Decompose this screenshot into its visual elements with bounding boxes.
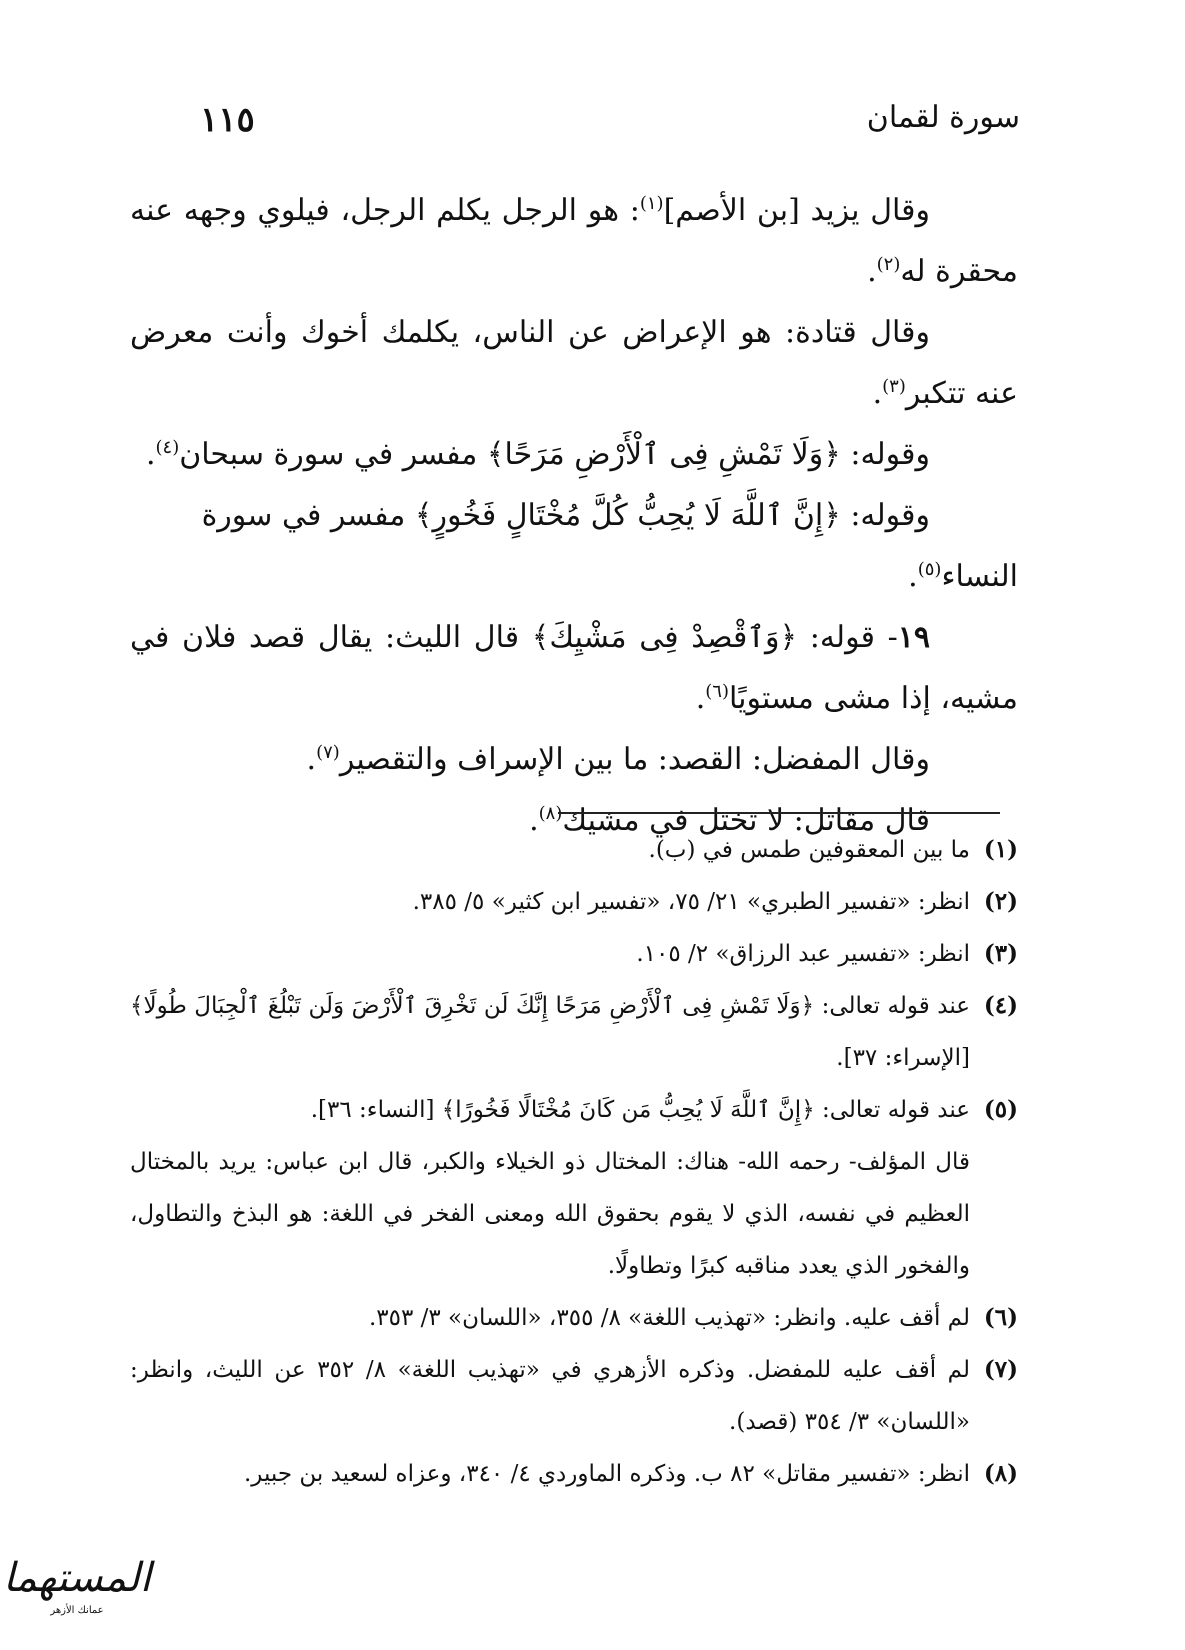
footnote-text: لم أقف عليه للمفضل. وذكره الأزهري في «تهذيب اللغة» ٨/ ٣٥٢ عن الليث، وانظر: «اللسان» ٣/ ٣٥٤ (قصد). bbox=[130, 1357, 970, 1435]
paragraph-verse-1 bbox=[130, 424, 1018, 485]
footnote-number: (٢) bbox=[983, 888, 1018, 915]
footnote-ref: (٨) bbox=[538, 803, 563, 824]
paragraph-text: وقوله: ﴿وَلَا تَمْشِ فِى ٱلْأَرْضِ مَرَحًا﴾ مفسر في سورة سبحان bbox=[179, 437, 930, 472]
paragraph-verse-2 bbox=[130, 485, 1018, 607]
footnote-ref: (٧) bbox=[316, 742, 340, 763]
paragraph-text: . bbox=[867, 254, 877, 289]
logo-text: المستهما bbox=[3, 1555, 151, 1601]
footnote-text: عند قوله تعالى: ﴿إِنَّ ٱللَّهَ لَا يُحِبُّ مَن كَانَ مُخْتَالًا فَخُورًا﴾ [النساء: ٣٦]. bbox=[310, 1097, 970, 1123]
footnote bbox=[130, 876, 1018, 928]
paragraph-text: . bbox=[529, 803, 539, 838]
footnote bbox=[130, 1448, 1018, 1500]
footnotes bbox=[130, 824, 1018, 1500]
footnote-number: (٧) bbox=[983, 1356, 1018, 1383]
page-header bbox=[200, 100, 1020, 150]
footnote-text: انظر: «تفسير مقاتل» ٨٢ ب. وذكره الماوردي ٤/ ٣٤٠، وعزاه لسعيد بن جبير. bbox=[243, 1461, 970, 1487]
main-text bbox=[130, 180, 1018, 851]
surah-title: سورة لقمان bbox=[866, 100, 1020, 135]
paragraph-verse-19 bbox=[130, 607, 1018, 729]
paragraph-text: وقال المفضل: القصد: ما بين الإسراف والتقصير bbox=[339, 742, 930, 777]
paragraph-text: وقال قتادة: هو الإعراض عن الناس، يكلمك أخوك وأنت معرض عنه تتكبر bbox=[130, 315, 1018, 411]
paragraph-text: قال مقاتل: لا تختل في مشيك bbox=[562, 803, 930, 838]
footnote-text: قال المؤلف- رحمه الله- هناك: المختال ذو الخيلاء والكبر، قال ابن عباس: يريد بالمختال العظيم في نفسه، الذي لا يقوم بحقوق الله ومعنى الفخر في اللغة: هو البذخ والتطاول، والفخور الذي يعدد مناقبه كبرًا وتطاولًا. bbox=[130, 1149, 970, 1279]
paragraph-text: وقوله: ﴿إِنَّ ٱللَّهَ لَا يُحِبُّ كُلَّ مُخْتَالٍ فَخُورٍ﴾ مفسر في سورة النساء bbox=[201, 498, 1018, 594]
footnote-ref: (٥) bbox=[917, 559, 942, 580]
footnote-separator bbox=[558, 812, 1000, 814]
footnote bbox=[130, 928, 1018, 980]
paragraph-text: . bbox=[145, 437, 156, 472]
footnote-ref: (١) bbox=[639, 193, 664, 214]
footnote bbox=[130, 1292, 1018, 1344]
footnote bbox=[130, 980, 1018, 1084]
paragraph-qatada bbox=[130, 302, 1018, 424]
footnote bbox=[130, 824, 1018, 876]
paragraph-yazid bbox=[130, 180, 1018, 302]
footnote-number: (٣) bbox=[983, 940, 1018, 967]
paragraph-text: . bbox=[306, 742, 317, 777]
footnote-text: انظر: «تفسير الطبري» ٢١/ ٧٥، «تفسير ابن كثير» ٥/ ٣٨٥. bbox=[412, 889, 970, 915]
footnote-ref: (٢) bbox=[876, 254, 901, 275]
footnote-ref: (٦) bbox=[705, 681, 729, 702]
footnote-text: ما بين المعقوفين طمس في (ب). bbox=[648, 837, 970, 863]
paragraph-text: - قوله: ﴿وَٱقْصِدْ فِى مَشْيِكَ﴾ قال الليث: يقال قصد فلان في مشيه، إذا مشى مستويًا bbox=[130, 620, 1018, 716]
footnote-number: (٤) bbox=[983, 992, 1018, 1019]
logo-subtext: عمانك الأزهر bbox=[50, 1605, 104, 1616]
paragraph-text: وقال يزيد [بن الأصم] bbox=[663, 193, 930, 228]
footnote-text: عند قوله تعالى: ﴿وَلَا تَمْشِ فِى ٱلْأَرْضِ مَرَحًا إِنَّكَ لَن تَخْرِقَ ٱلْأَرْضَ وَلَن تَبْلُغَ ٱلْجِبَالَ طُولًا﴾ [الإسراء: ٣٧]. bbox=[130, 993, 970, 1071]
paragraph-mufaddal bbox=[130, 729, 1018, 790]
footnote-number: (٦) bbox=[983, 1304, 1018, 1331]
paragraph-text: : هو الرجل يكلم الرجل، فيلوي وجهه عنه محقرة له bbox=[130, 193, 1018, 289]
paragraph-text: . bbox=[695, 681, 706, 716]
footnote-text: لم أقف عليه. وانظر: «تهذيب اللغة» ٨/ ٣٥٥، «اللسان» ٣/ ٣٥٣. bbox=[368, 1305, 970, 1331]
footnote-ref: (٤) bbox=[155, 437, 180, 458]
verse-number: ١٩ bbox=[897, 620, 930, 655]
footnote-text: انظر: «تفسير عبد الرزاق» ٢/ ١٠٥. bbox=[636, 941, 970, 967]
footnote-number: (٥) bbox=[983, 1096, 1018, 1123]
page-number: ١١٥ bbox=[200, 100, 255, 140]
footnote-number: (٨) bbox=[983, 1460, 1018, 1487]
publisher-logo bbox=[2, 1552, 152, 1644]
paragraph-text: . bbox=[872, 376, 883, 411]
paragraph-text: . bbox=[908, 559, 918, 594]
footnote-number: (١) bbox=[983, 836, 1018, 863]
footnote bbox=[130, 1084, 1018, 1292]
footnote bbox=[130, 1344, 1018, 1448]
footnote-ref: (٣) bbox=[882, 376, 906, 397]
